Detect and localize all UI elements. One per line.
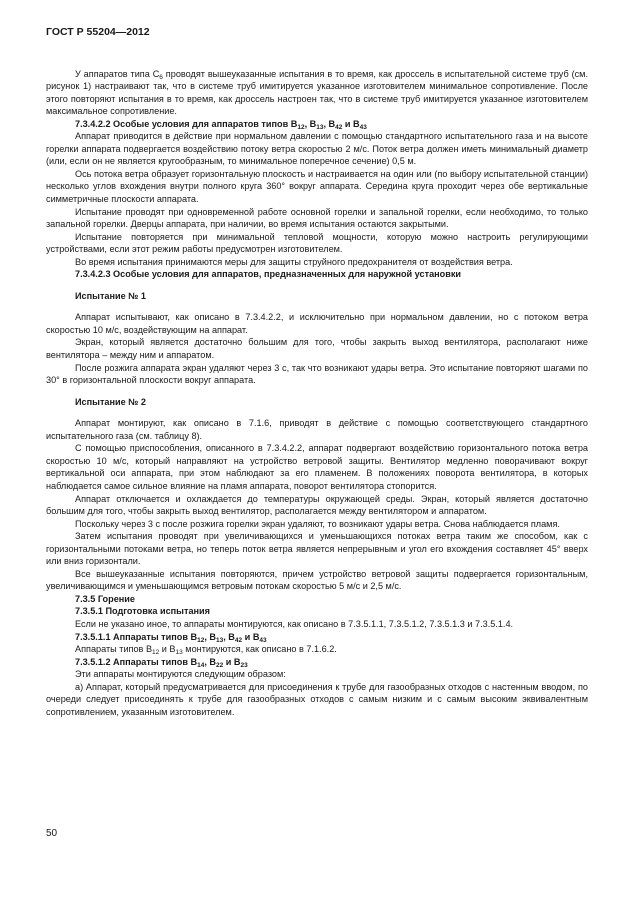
standard-header: ГОСТ Р 55204—2012 — [46, 26, 150, 38]
paragraph: После розжига аппарата экран удаляют через 3 с, так что возникают удары ветра. Это испытание повторяют шагами по 30° в горизонтальной плоскости вокруг аппарата. — [46, 362, 588, 386]
paragraph: Аппараты типов $B_{12}$ и $B_{13}$ монтируются, как описано в 7.1.6.2. — [75, 644, 337, 657]
paragraph: Ось потока ветра образует горизонтальную плоскость и настраивается на один или (по выбору испытательной станции) несколько углов вхождения внутри полного круга 360° вокруг аппарата. Середина круга проходит через обе вертикальные симметричные плоскости аппарата. — [46, 168, 588, 205]
section-heading-7-3-5-1-2: 7.3.5.1.2 Аппараты типов $B_{14}$, $B_{22}$ и $B_{23}$ — [75, 656, 248, 669]
test-1-heading: Испытание № 1 — [75, 290, 146, 301]
paragraph: Испытание повторяется при минимальной тепловой мощности, которую можно настроить регулирующими устройствами, если этот режим работы предусмотрен изготовителем. — [46, 231, 588, 255]
section-heading-7-3-4-2-3: 7.3.4.2.3 Особые условия для аппаратов, предназначенных для наружной установки — [75, 269, 462, 280]
paragraph: Поскольку через 3 с после розжига горелки экран удаляют, то возникают удары ветра. Снова наблюдается пламя. — [75, 518, 560, 529]
section-heading-7-3-5: 7.3.5 Горение — [75, 593, 135, 604]
section-heading-7-3-5-1: 7.3.5.1 Подготовка испытания — [75, 606, 210, 617]
paragraph: Аппарат отключается и охлаждается до температуры окружающей среды. Экран, который является достаточно большим для того, чтобы закрыть выход вентилятор, располагается между вентилятором и аппаратом. — [46, 493, 588, 517]
paragraph: Экран, который является достаточно большим для того, чтобы закрыть выход вентилятора, располагают ниже вентилятора – между ним и аппаратом. — [46, 337, 588, 361]
paragraph: Все вышеуказанные испытания повторяются, причем устройство ветровой защиты подвергается горизонтальным, увеличивающимся и уменьшающимся ветровым потокам скоростью 5 м/с и 2,5 м/с. — [46, 568, 588, 592]
paragraph: Испытание проводят при одновременной работе основной горелки и запальной горелки, если необходимо, то только запальной горелки. Дверцы аппарата, при наличии, во время испытания остаются закрытыми. — [46, 206, 588, 230]
section-heading-7-3-5-1-1: 7.3.5.1.1 Аппараты типов $B_{12}$, $B_{13}$, $B_{42}$ и $B_{43}$ — [75, 631, 267, 644]
paragraph: Во время испытания принимаются меры для защиты струйного предохранителя от воздействия ветра. — [75, 256, 513, 267]
paragraph: Затем испытания проводят при увеличивающихся и уменьшающихся потоках ветра таким же способом, как с горизонтальными потоками ветра, но теперь поток ветра является непрерывным и угол его вхождения составляет 45° вверх или вниз горизонтали. — [46, 531, 588, 567]
paragraph: Если не указано иное, то аппараты монтируются, как описано в 7.3.5.1.1, 7.3.5.1.2, 7.3.5.1.3 и 7.3.5.1.4. — [75, 618, 514, 629]
paragraph: Аппарат испытывают, как описано в 7.3.4.2.2, и исключительно при нормальном давлении, но с потоком ветра скоростью 10 м/с, воздействующим на аппарат. — [46, 312, 588, 335]
paragraph: Аппарат приводится в действие при нормальном давлении с помощью стандартного испытательного газа и на высоте горелки аппарата подвергается воздействию потоку ветра скоростью 2 м/с. Поток ветра должен иметь минимальный диаметр (или, если он не является кругообразным, то минимальное поперечное сечение) 0,5 м. — [46, 131, 588, 167]
test-2-heading: Испытание № 2 — [75, 396, 146, 407]
paragraph: У аппаратов типа $C_6$ проводят вышеуказанные испытания в то время, как дроссель в испытательной системе труб (см. рисунок 1) настраивают так, что в системе труб имитируется указанное изготовителем минимальное сопротивление. После этого повторяют испытания в то время, как дроссель настроен так, что в системе труб имитируется указанное изготовителем максимальное сопротивление. — [46, 68, 588, 117]
paragraph: а) Аппарат, который предусматривается для присоединения к трубе для газообразных отходов с настенным вводом, по очереди следует присоединять к трубе для газообразных отходов с самым низким и с самым высоким эквивалентным сопротивлением, указанным изготовителем. — [46, 681, 588, 717]
paragraph: Эти аппараты монтируются следующим образом: — [75, 669, 286, 680]
paragraph: Аппарат монтируют, как описано в 7.1.6, приводят в действие с помощью соответствующего стандартного испытательного газа (см. таблицу 8). — [46, 418, 588, 441]
section-heading-7-3-4-2-2: 7.3.4.2.2 Особые условия для аппаратов типов $B_{12}$, $B_{13}$, $B_{42}$ и $B_{43}$ — [75, 118, 367, 131]
page-number: 50 — [46, 828, 58, 839]
paragraph: С помощью приспособления, описанного в 7.3.4.2.2, аппарат подвергают воздействию горизонтального потока ветра скоростью 10 м/с, который направляют на устройство ветровой защиты. Вентилятор медленно поворачивают вокруг вертикальной оси аппарата, при этом наблюдают за его пламенем. В положениях поворота вентилятора, в которых наблюдается самое сильное влияние на пламя аппарата, поворот вентилятора стопорится. — [46, 443, 588, 491]
